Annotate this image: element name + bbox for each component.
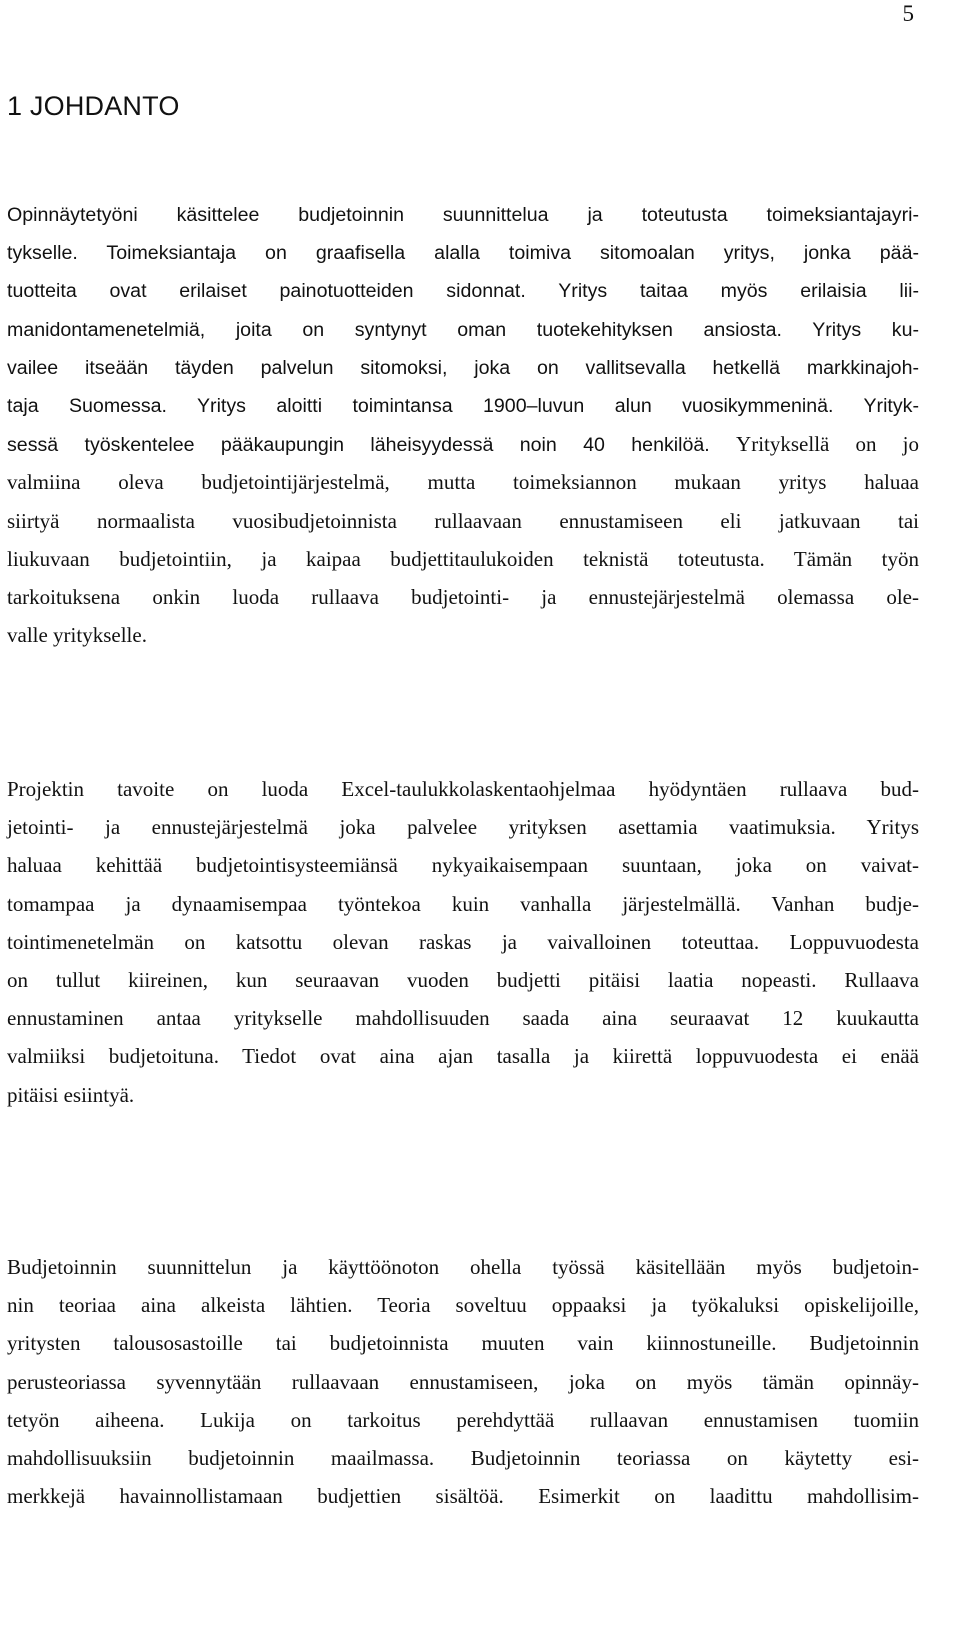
- text-line: siirtyä normaalista vuosibudjetoinnista rullaavaan ennustamiseen eli jatkuvaan tai: [7, 508, 919, 533]
- paragraph-project-goal: [7, 770, 919, 1114]
- text-line: merkkejä havainnollistamaan budjettien sisältöä. Esimerkit on laadittu mahdollisim-: [7, 1484, 919, 1509]
- paragraph-introduction: [7, 196, 919, 654]
- text-line: tomampaa ja dynaamisempaa työntekoa kuin vanhalla järjestelmällä. Vanhan budje-: [7, 891, 919, 916]
- text-line: on tullut kiireinen, kun seuraavan vuoden budjetti pitäisi laatia nopeasti. Rullaava: [7, 967, 919, 992]
- text-line: Budjetoinnin suunnittelun ja käyttöönoton ohella työssä käsitellään myös budjetoin-: [7, 1255, 919, 1279]
- text-line: ennustaminen antaa yritykselle mahdollisuuden saada aina seuraavat 12 kuukautta: [7, 1006, 919, 1031]
- text-line: tykselle. Toimeksiantaja on graafisella alalla toimiva sitomoalan yritys, jonka pää-: [7, 242, 919, 265]
- text-line: tarkoituksena onkin luoda rullaava budjetointi- ja ennustejärjestelmä olemassa ole-: [7, 584, 919, 609]
- text-line: liukuvaan budjetointiin, ja kaipaa budjettitaulukoiden teknistä toteutusta. Tämän työn: [7, 546, 919, 571]
- paragraph-theory: [7, 1248, 919, 1515]
- text-line: mahdollisuuksiin budjetoinnin maailmassa. Budjetoinnin teoriassa on käytetty esi-: [7, 1445, 919, 1470]
- text-line: Projektin tavoite on luoda Excel-taulukkolaskentaohjelmaa hyödyntäen rullaava bud-: [7, 777, 919, 801]
- text-line: valle yritykselle.: [7, 623, 147, 648]
- text-line-serif-part: Yrityksellä on jo: [736, 432, 919, 457]
- text-line: tointimenetelmän on katsottu olevan raskas ja vaivalloinen toteuttaa. Loppuvuodesta: [7, 929, 919, 954]
- text-line: valmiiksi budjetoituna. Tiedot ovat aina ajan tasalla ja kiirettä loppuvuodesta ei enää: [7, 1044, 919, 1069]
- text-line: Opinnäytetyöni käsittelee budjetoinnin suunnittelua ja toteutusta toimeksiantajayri-: [7, 204, 919, 226]
- text-line: vailee itseään täyden palvelun sitomoksi, joka on vallitsevalla hetkellä markkinajoh-: [7, 356, 919, 379]
- text-line: tuotteita ovat erilaiset painotuotteiden sidonnat. Yritys taitaa myös erilaisia lii-: [7, 280, 919, 303]
- text-line: valmiina oleva budjetointijärjestelmä, mutta toimeksiannon mukaan yritys haluaa: [7, 470, 919, 495]
- page-number: 5: [902, 1, 914, 26]
- text-line: pitäisi esiintyä.: [7, 1082, 135, 1107]
- text-line: tetyön aiheena. Lukija on tarkoitus perehdyttää rullaavan ennustamisen tuomiin: [7, 1407, 919, 1432]
- text-line: nin teoriaa aina alkeista lähtien. Teoria soveltuu oppaaksi ja työkaluksi opiskelijoille,: [7, 1293, 919, 1318]
- chapter-heading: 1 JOHDANTO: [7, 91, 180, 121]
- text-line: perusteoriassa syvennytään rullaavaan ennustamiseen, joka on myös tämän opinnäy-: [7, 1369, 919, 1394]
- text-line: haluaa kehittää budjetointisysteemiänsä nykyaikaisempaan suuntaan, joka on vaivat-: [7, 853, 919, 878]
- text-line-sans-part: sessä työskentelee pääkaupungin läheisyydessä noin 40 henkilöä.: [7, 434, 737, 457]
- text-line: taja Suomessa. Yritys aloitti toimintansa 1900–luvun alun vuosikymmeninä. Yrityk-: [7, 394, 919, 417]
- text-line: manidontamenetelmiä, joita on syntynyt oman tuotekehityksen ansiosta. Yritys ku-: [7, 318, 919, 341]
- text-line: yritysten talousosastoille tai budjetoinnista muuten vain kiinnostuneille. Budjetoinnin: [7, 1331, 919, 1356]
- text-line-mixed: [7, 425, 919, 463]
- text-line: jetointi- ja ennustejärjestelmä joka palvelee yrityksen asettamia vaatimuksia. Yritys: [7, 815, 919, 840]
